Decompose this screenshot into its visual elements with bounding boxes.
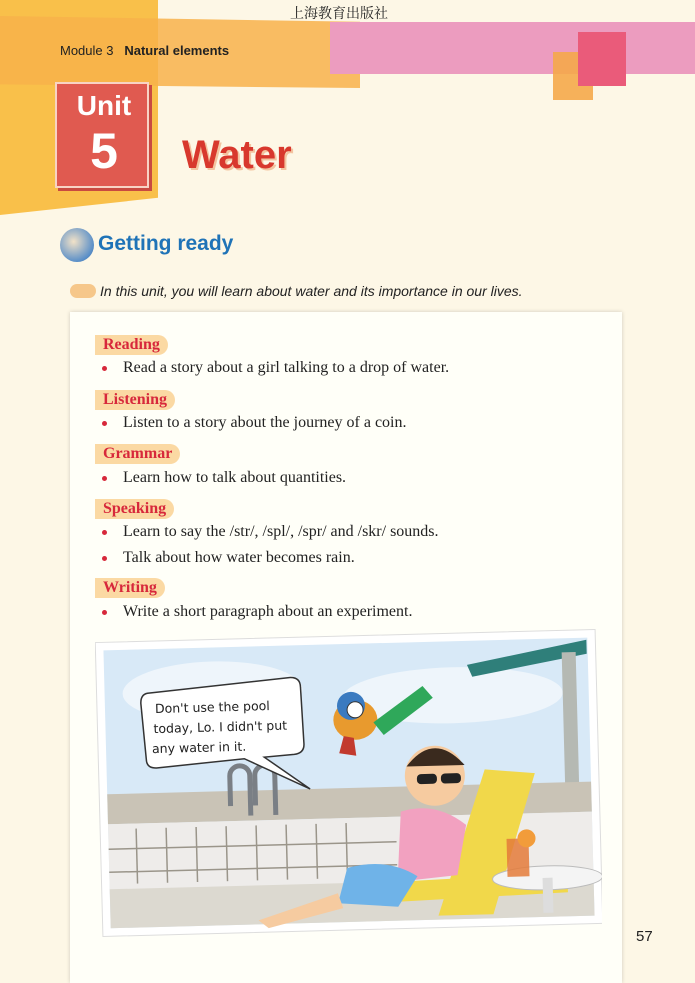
bullet-dot xyxy=(102,610,107,615)
getting-ready-heading: Getting ready xyxy=(98,232,234,255)
publisher-name: 上海教育出版社 xyxy=(290,6,388,22)
speech-line-3: any water in it. xyxy=(151,738,247,757)
globe-icon xyxy=(60,228,94,262)
speech-line-2: today, Lo. I didn't put xyxy=(153,717,288,737)
unit-badge xyxy=(55,82,149,188)
section-tag-reading: Reading xyxy=(95,335,168,355)
speech-line-1: Don't use the pool xyxy=(154,698,270,717)
unit-title: Water xyxy=(182,133,292,177)
pool-cartoon-illustration xyxy=(95,628,602,938)
list-item: Talk about how water becomes rain. xyxy=(102,549,355,567)
unit-label: Unit xyxy=(76,90,132,121)
list-item: Learn how to talk about quantities. xyxy=(102,469,346,487)
module-heading xyxy=(60,43,229,58)
list-item: Listen to a story about the journey of a coin. xyxy=(102,414,406,432)
section-tag-grammar: Grammar xyxy=(95,444,180,464)
section-tag-listening: Listening xyxy=(95,390,175,410)
module-label: Module 3 xyxy=(60,43,114,58)
module-name: Natural elements xyxy=(124,43,230,58)
intro-marker xyxy=(70,284,96,298)
page-number: 57 xyxy=(636,928,653,945)
bullet-dot xyxy=(102,421,107,426)
bullet-dot xyxy=(102,476,107,481)
unit-number: 5 xyxy=(90,123,118,179)
list-item: Learn to say the /str/, /spl/, /spr/ and /skr/ sounds. xyxy=(102,523,439,541)
section-tag-speaking: Speaking xyxy=(95,499,174,519)
intro-text: In this unit, you will learn about water and its importance in our lives. xyxy=(100,283,523,299)
header-pink-band xyxy=(330,22,695,74)
list-item: Write a short paragraph about an experiment. xyxy=(102,603,412,621)
header-pink-square xyxy=(578,32,626,86)
bullet-dot xyxy=(102,366,107,371)
section-tag-writing: Writing xyxy=(95,578,165,598)
bullet-dot xyxy=(102,556,107,561)
bullet-dot xyxy=(102,530,107,535)
list-item: Read a story about a girl talking to a drop of water. xyxy=(102,359,449,377)
